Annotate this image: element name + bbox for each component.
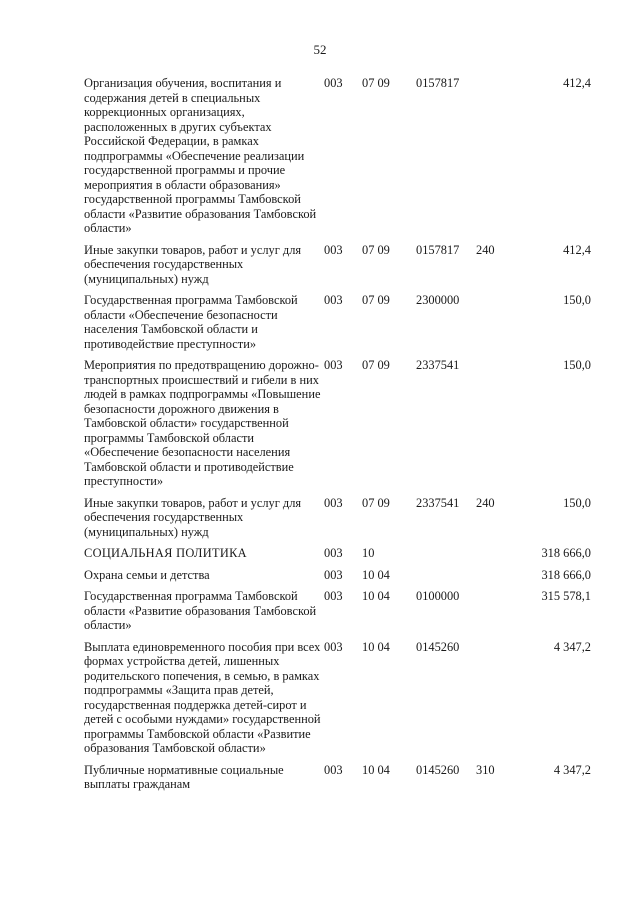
row-amount: 4 347,2 [553,762,591,777]
row-admin-code: 003 [324,546,343,560]
row-admin-code: 003 [324,358,343,372]
row-description: Иные закупки товаров, работ и услуг для обеспечения государственных (муниципальных) нужд [84,495,302,539]
row-section-code: 07 09 [362,293,390,307]
row-amount: 412,4 [563,242,591,257]
row-description: Государственная программа Тамбовской области «Развитие образования Тамбовской области» [84,589,317,632]
row-target-code: 0145260 [416,762,460,777]
table-row [84,76,591,243]
row-section-code: 10 04 [362,589,390,603]
row-admin-code: 003 [324,495,343,510]
table-row [84,243,591,294]
table-row [84,589,591,640]
table-row [84,568,591,590]
row-section-code: 07 09 [362,358,390,372]
budget-table [84,76,591,799]
row-section-code: 07 09 [362,76,390,90]
row-amount: 412,4 [563,76,591,90]
row-description: Публичные нормативные социальные выплаты гражданам [84,762,284,791]
row-expense-type-code [476,568,516,590]
budget-table-body [84,76,591,799]
row-amount: 318 666,0 [541,567,591,582]
row-section-code: 10 04 [362,567,390,582]
table-row [84,358,591,496]
row-expense-type-code: 240 [476,242,495,257]
row-target-code [416,568,476,590]
row-description: Выплата единовременного пособия при всех формах устройства детей, лишенных родительского попечения, в семью, в рамках подпрограммы «Защита прав детей, государственная поддержка детей-сирот и детей с особыми нуждами» государственной программы Тамбовской области «Развитие образования Тамбовской области» [84,639,321,755]
row-target-code: 0100000 [416,589,460,603]
table-row [84,640,591,763]
row-admin-code: 003 [324,762,343,777]
row-amount: 150,0 [563,495,591,510]
row-section-code: 10 04 [362,639,390,654]
row-amount: 315 578,1 [541,589,591,603]
table-row [84,546,591,568]
row-target-code [416,546,476,568]
row-admin-code: 003 [324,639,343,654]
row-section-code: 10 04 [362,762,390,777]
row-description: Мероприятия по предотвращению дорожно-транспортных происшествий и гибели в них людей в рамках подпрограммы «Повышение безопасности дорожного движения в Тамбовской области» государственной программы Тамбовской области «Обеспечение безопасности населения Тамбовской области и противодействие преступности» [84,358,321,488]
table-row [84,496,591,547]
row-target-code: 0145260 [416,639,460,654]
row-expense-type-code [476,358,516,496]
row-amount: 150,0 [563,358,591,372]
row-admin-code: 003 [324,567,343,582]
row-description: Иные закупки товаров, работ и услуг для обеспечения государственных (муниципальных) нужд [84,242,302,286]
row-amount: 318 666,0 [541,546,591,560]
row-amount: 150,0 [563,293,591,307]
row-target-code: 2337541 [416,495,460,510]
row-admin-code: 003 [324,589,343,603]
row-target-code: 2337541 [416,358,460,372]
table-row [84,763,591,799]
row-section-code: 07 09 [362,242,390,257]
row-description: Охрана семьи и детства [84,567,210,582]
row-target-code: 2300000 [416,293,460,307]
row-expense-type-code [476,293,516,358]
row-section-code: 07 09 [362,495,390,510]
row-expense-type-code [476,640,516,763]
row-expense-type-code [476,589,516,640]
row-section-code: 10 [362,546,375,560]
row-expense-type-code [476,76,516,243]
row-expense-type-code [476,546,516,568]
row-admin-code: 003 [324,76,343,90]
row-target-code: 0157817 [416,242,460,257]
row-admin-code: 003 [324,293,343,307]
row-description: СОЦИАЛЬНАЯ ПОЛИТИКА [84,546,247,560]
row-description: Государственная программа Тамбовской области «Обеспечение безопасности населения Тамбовской области и противодействие преступности» [84,293,298,351]
row-target-code: 0157817 [416,76,460,90]
row-description: Организация обучения, воспитания и содержания детей в специальных коррекционных организациях, расположенных в других субъектах Российской Федерации, в рамках подпрограммы «Обеспечение реализации государственной программы и прочие мероприятия в области образования» государственной программы Тамбовской области «Развитие образования Тамбовской области» [84,76,317,235]
row-admin-code: 003 [324,242,343,257]
row-amount: 4 347,2 [553,639,591,654]
table-row [84,293,591,358]
row-expense-type-code: 310 [476,762,495,777]
page-number: 52 [313,42,327,57]
row-expense-type-code: 240 [476,495,495,510]
